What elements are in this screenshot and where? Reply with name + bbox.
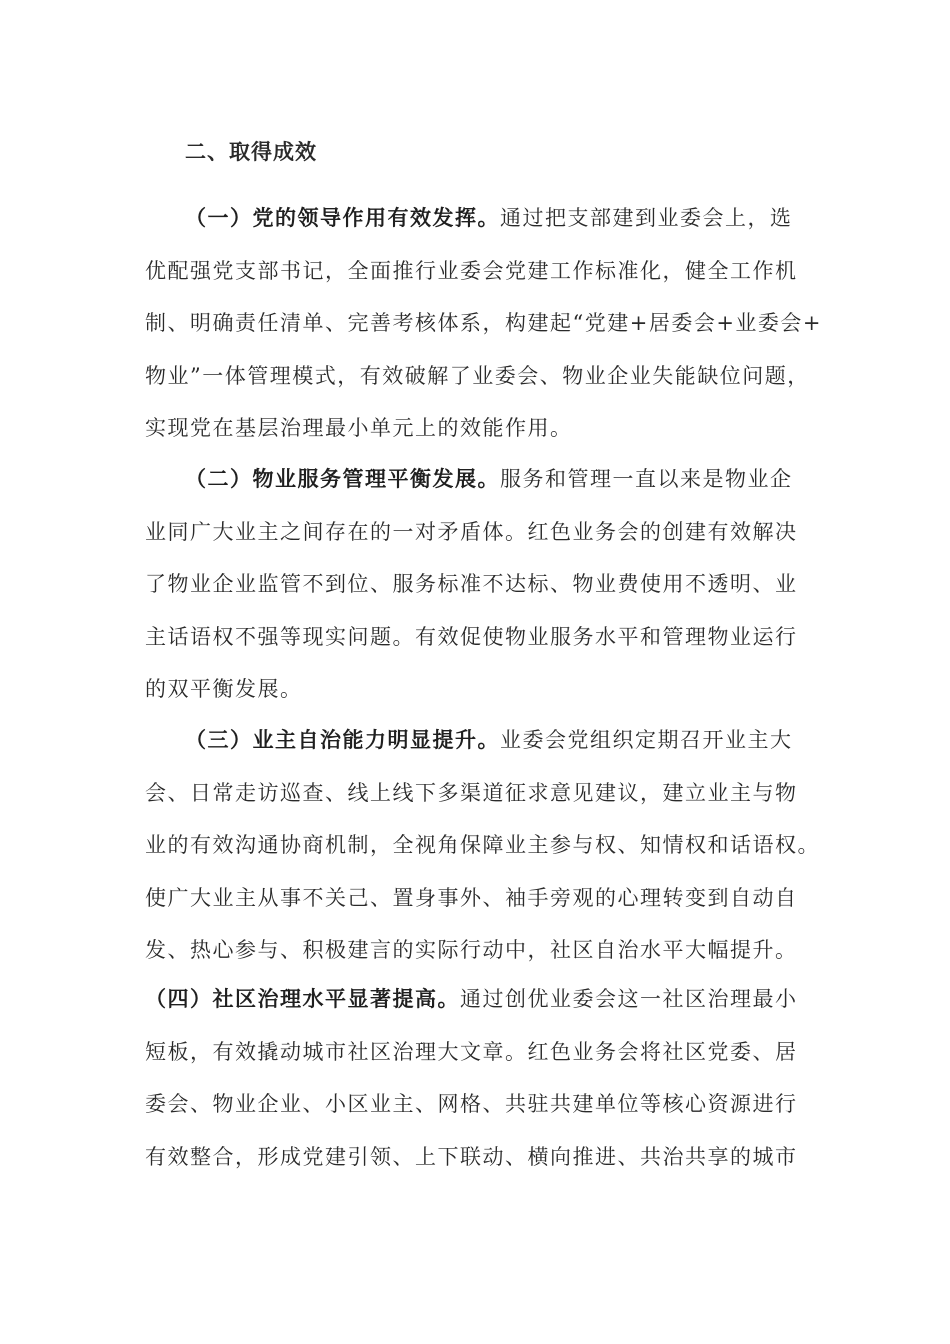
paragraph-line: 了物业企业监管不到位、服务标准不达标、物业费使用不透明、业 [145, 572, 798, 597]
paragraph-line: 制、明确责任清单、完善考核体系，构建起“党建+居委会+业委会+ [145, 311, 823, 336]
paragraph-line: 使广大业主从事不关己、置身事外、袖手旁观的心理转变到自动自 [145, 885, 798, 910]
paragraph-line [145, 983, 825, 1036]
paragraph-line [145, 724, 825, 777]
paragraph-line: 短板，有效撬动城市社区治理大文章。红色业务会将社区党委、居 [145, 1039, 798, 1064]
paragraph-line: 委会、物业企业、小区业主、网格、共驻共建单位等核心资源进行 [145, 1092, 798, 1117]
paragraph-text: 服务和管理一直以来是物业企 [500, 467, 793, 491]
paragraph-line: 实现党在基层治理最小单元上的效能作用。 [145, 416, 573, 441]
paragraph-line: 主话语权不强等现实问题。有效促使物业服务水平和管理物业运行 [145, 624, 798, 649]
section-heading: 二、取得成效 [185, 139, 317, 164]
paragraph-text: 通过把支部建到业委会上，选 [500, 206, 793, 230]
paragraph-text: 通过创优业委会这一社区治理最小 [460, 987, 798, 1011]
paragraph-3 [145, 724, 825, 987]
paragraph-line: 的双平衡发展。 [145, 677, 303, 702]
paragraph-line: 优配强党支部书记，全面推行业委会党建工作标准化，健全工作机 [145, 258, 798, 283]
paragraph-line: 业同广大业主之间存在的一对矛盾体。红色业务会的创建有效解决 [145, 519, 798, 544]
paragraph-2 [145, 463, 825, 726]
paragraph-line: 会、日常走访巡查、线上线下多渠道征求意见建议，建立业主与物 [145, 780, 798, 805]
paragraph-text: 业委会党组织定期召开业主大 [500, 728, 793, 752]
paragraph-lead: （四）社区治理水平显著提高。 [145, 986, 460, 1011]
paragraph-line [145, 202, 825, 255]
paragraph-line: 物业”一体管理模式，有效破解了业委会、物业企业失能缺位问题， [145, 363, 810, 388]
paragraph-line: 有效整合，形成党建引领、上下联动、横向推进、共治共享的城市 [145, 1144, 798, 1169]
paragraph-4 [145, 983, 825, 1193]
paragraph-lead: （二）物业服务管理平衡发展。 [185, 466, 500, 491]
paragraph-line: 业的有效沟通协商机制，全视角保障业主参与权、知情权和话语权。 [145, 833, 820, 858]
paragraph-lead: （一）党的领导作用有效发挥。 [185, 205, 500, 230]
paragraph-line [145, 463, 825, 516]
paragraph-lead: （三）业主自治能力明显提升。 [185, 727, 500, 752]
paragraph-1 [145, 202, 825, 465]
paragraph-line: 发、热心参与、积极建言的实际行动中，社区自治水平大幅提升。 [145, 938, 798, 963]
